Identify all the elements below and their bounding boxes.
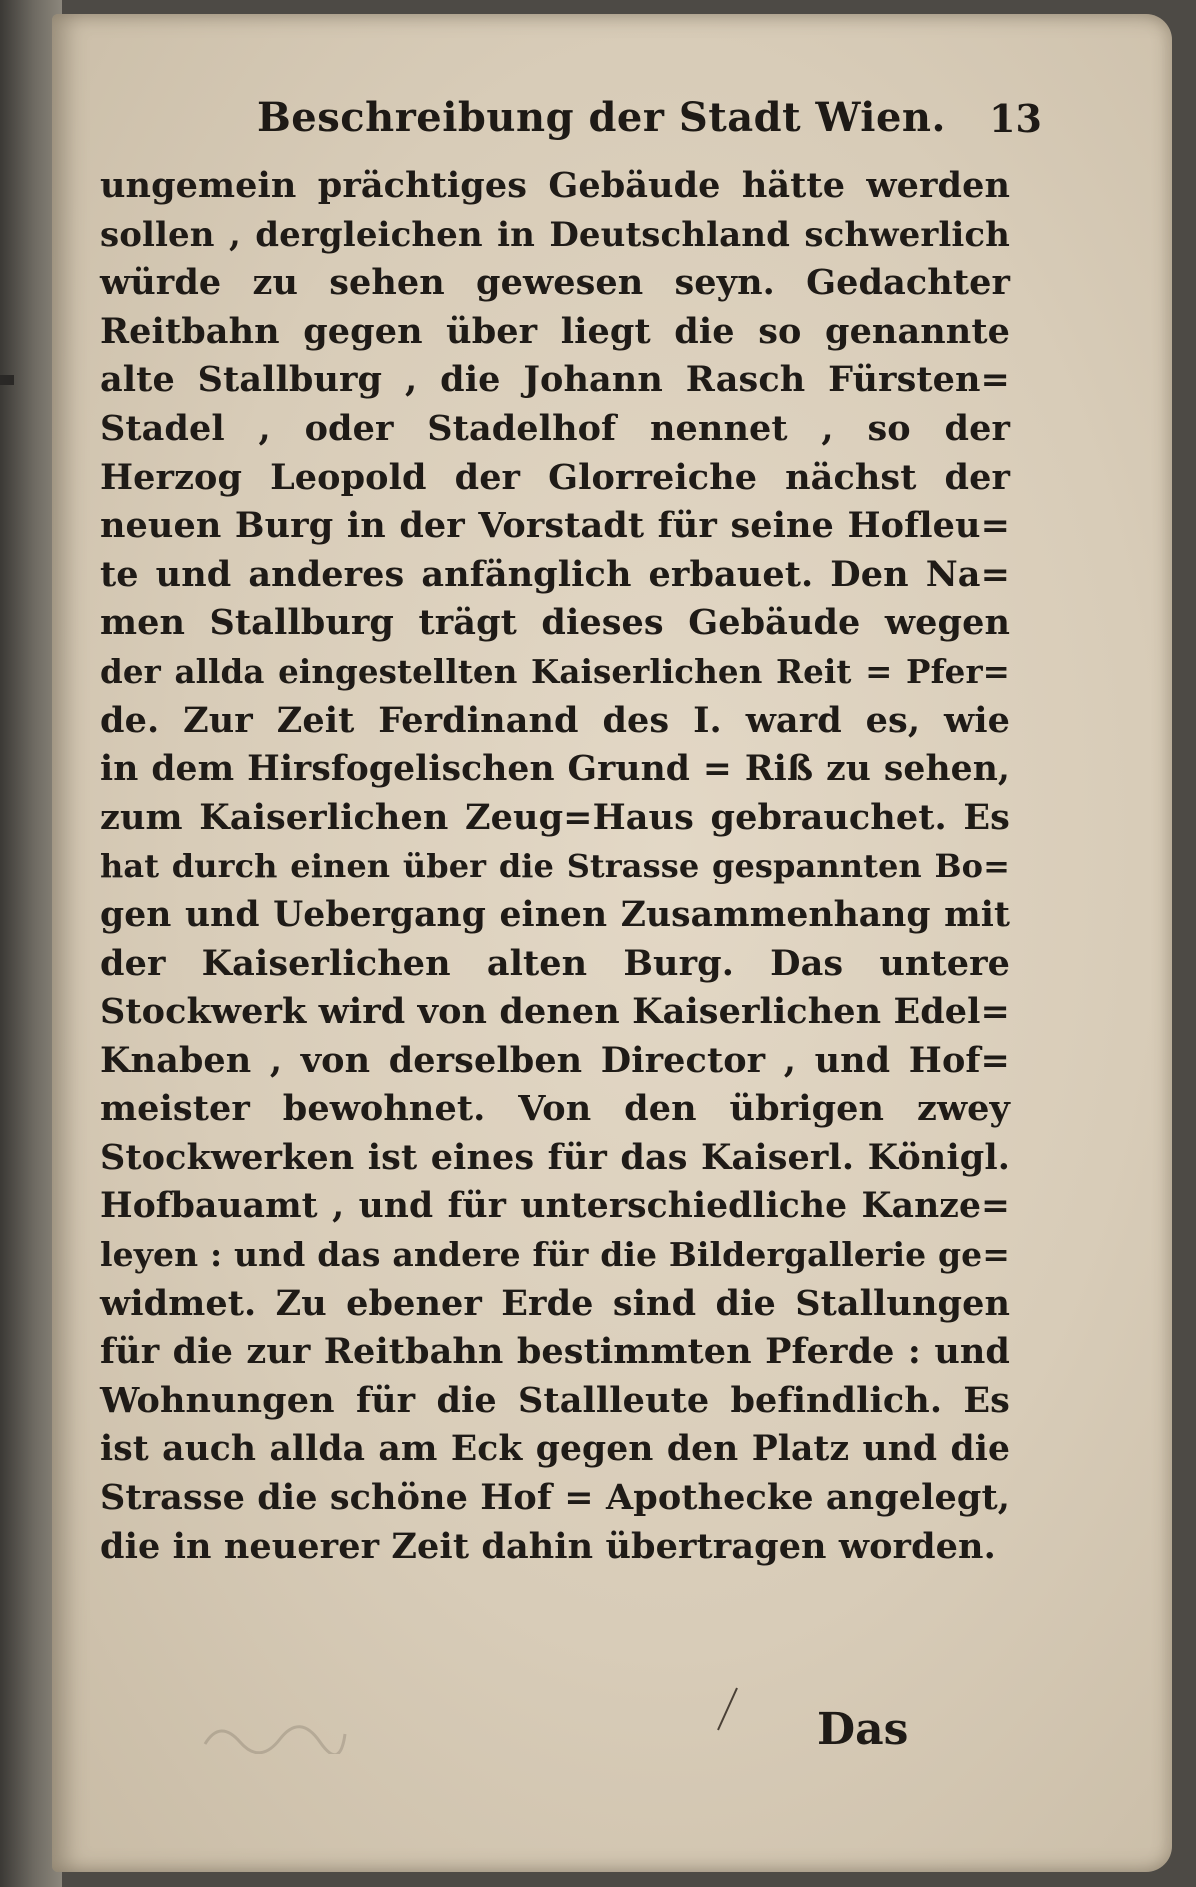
text-line: Herzog Leopold der Glorreiche nächst der [100, 456, 1010, 498]
text-line: Stockwerk wird von denen Kaiserlichen Edel= [100, 991, 1010, 1033]
book-page [52, 14, 1172, 1872]
text-line: gen und Uebergang einen Zusammenhang mit [100, 894, 1010, 935]
faint-ink-offset [200, 1714, 350, 1754]
text-line: meister bewohnet. Von den übrigen zwey [100, 1088, 1010, 1130]
stray-pen-mark [712, 1684, 742, 1734]
text-line: Stockwerken ist eines für das Kaiserl. Königl. [100, 1136, 1010, 1178]
catchword: Das [817, 1704, 909, 1755]
text-line: die in neuerer Zeit dahin übertragen worden. [100, 1525, 996, 1567]
text-line: Strasse die schöne Hof = Apothecke angelegt, [100, 1477, 1011, 1519]
text-line: leyen : und das andere für die Bildergallerie ge= [100, 1235, 1010, 1275]
text-line: te und anderes anfänglich erbauet. Den Na= [100, 553, 1010, 595]
text-line: der Kaiserlichen alten Burg. Das untere [100, 942, 1010, 984]
text-line: Hofbauamt , und für unterschiedliche Kanze= [100, 1186, 1010, 1227]
text-line: sollen , dergleichen in Deutschland schwerlich [100, 214, 1010, 255]
text-line: neuen Burg in der Vorstadt für seine Hofleu= [100, 505, 1010, 547]
text-line: würde zu sehen gewesen seyn. Gedachter [100, 262, 1010, 304]
text-line: Stadel , oder Stadelhof nennet , so der [100, 407, 1010, 449]
text-line: für die zur Reitbahn bestimmten Pferde : und [100, 1331, 1010, 1373]
page-number: 13 [989, 96, 1042, 141]
text-line: in dem Hirsfogelischen Grund = Riß zu sehen, [100, 749, 1010, 790]
text-line: de. Zur Zeit Ferdinand des I. ward es, wie [100, 699, 1010, 741]
text-line: Wohnungen für die Stallleute befindlich. Es [100, 1379, 1010, 1421]
text-line: Reitbahn gegen über liegt die so genannte [100, 310, 1010, 352]
text-line: zum Kaiserlichen Zeug=Haus gebrauchet. Es [100, 796, 1010, 838]
running-title: Beschreibung der Stadt Wien. [257, 94, 946, 141]
text-line: ist auch allda am Eck gegen den Platz und die [100, 1429, 1010, 1470]
text-line: ungemein prächtiges Gebäude hätte werden [100, 165, 1010, 206]
text-line: widmet. Zu ebener Erde sind die Stallungen [100, 1282, 1010, 1324]
text-line: der allda eingestellten Kaiserlichen Reit = Pfer= [100, 651, 1010, 691]
page-edge-mark [0, 375, 14, 385]
text-line: Knaben , von derselben Director , und Hof= [100, 1039, 1010, 1081]
text-line: men Stallburg trägt dieses Gebäude wegen [100, 602, 1010, 644]
running-header [202, 86, 1042, 156]
text-line: alte Stallburg , die Johann Rasch Fürsten= [100, 359, 1010, 401]
text-line: hat durch einen über die Strasse gespannten Bo= [100, 847, 1010, 886]
body-text [100, 162, 1010, 1571]
